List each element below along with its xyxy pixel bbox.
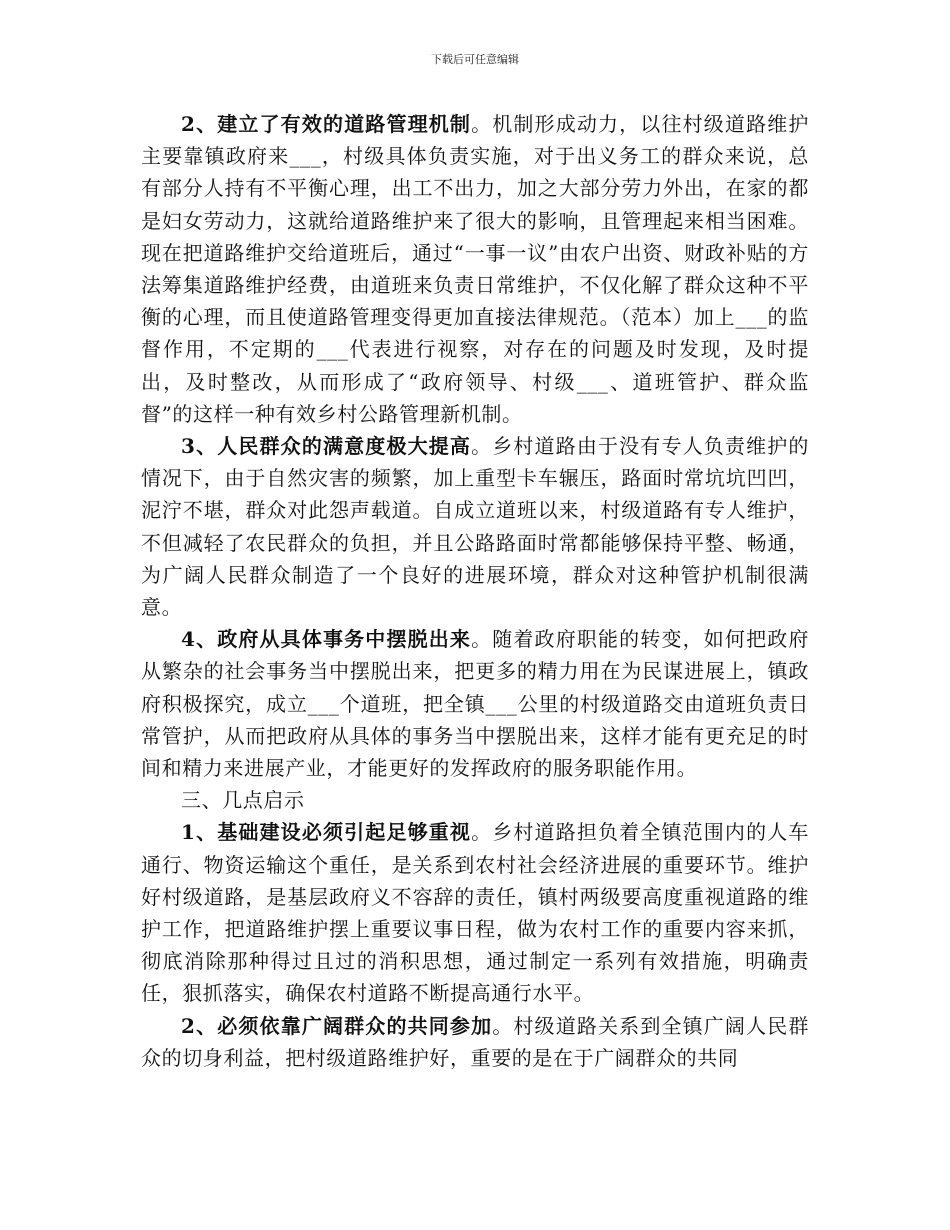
page-header: 下载后可任意编辑 [431, 53, 519, 66]
document-body [141, 108, 809, 1074]
paragraph-public-participation [141, 1010, 809, 1074]
paragraph-lead: 4、政府从具体事务中摆脱出来 [181, 627, 472, 652]
paragraph-lead: 2、必须依靠广阔群众的共同参加 [181, 1013, 493, 1038]
paragraph-text: 。乡村道路担负着全镇范围内的人车通行、物资运输这个重任，是关系到农村社会经济进展的重要环节。维护好村级道路，是基层政府义不容辞的责任，镇村两级要高度重视道路的维护工作，把道路维护摆上重要议事日程，做为农村工作的重要内容来抓，彻底消除那种得过且过的消积思想，通过制定一系列有效措施，明确责任，狠抓落实，确保农村道路不断提高通行水平。 [141, 820, 809, 1006]
paragraph-government-freed [141, 623, 809, 784]
paragraph-text: 。村级道路关系到全镇广阔人民群众的切身利益，把村级道路维护好，重要的是在于广阔群众的共同 [141, 1013, 809, 1070]
paragraph-lead: 1、基础建设必须引起足够重视 [181, 820, 472, 845]
paragraph-text: 。乡村道路由于没有专人负责维护的情况下，由于自然灾害的频繁，加上重型卡车辗压，路面时常坑坑凹凹，泥泞不堪，群众对此怨声载道。自成立道班以来，村级道路有专人维护，不但减轻了农民群众的负担，并且公路路面时常都能够保持平整、畅通，为广阔人民群众制造了一个良好的进展环境，群众对这种管护机制很满意。 [141, 434, 809, 620]
paragraph-text: 。机制形成动力，以往村级道路维护主要靠镇政府来___，村级具体负责实施，对于出义务工的群众来说，总有部分人持有不平衡心理，出工不出力，加之大部分劳力外出，在家的都是妇女劳动力，这就给道路维护来了很大的影响，且管理起来相当困难。现在把道路维护交给道班后，通过“一事一议”由农户出资、财政补贴的方法筹集道路维护经费，由道班来负责日常维护，不仅化解了群众这种不平衡的心理，而且使道路管理变得更加直接法律规范。（范本）加上___的监督作用，不定期的___代表进行视察，对存在的问题及时发现，及时提出，及时整改，从而形成了“政府领导、村级___、道班管护、群众监督”的这样一种有效乡村公路管理新机制。 [141, 112, 809, 426]
section-heading: 三、几点启示 [181, 788, 305, 813]
paragraph-lead: 3、人民群众的满意度极大提高 [181, 434, 472, 459]
paragraph-text: 。随着政府职能的转变，如何把政府从繁杂的社会事务当中摆脱出来，把更多的精力用在为民谋进展上，镇政府积极探究，成立___个道班，把全镇___公里的村级道路交由道班负责日常管护，从而把政府从具体的事务当中摆脱出来，这样才能有更充足的时间和精力来进展产业，才能更好的发挥政府的服务职能作用。 [141, 627, 809, 781]
paragraph-infrastructure-attention [141, 816, 809, 1009]
paragraph-road-management-mechanism [141, 108, 809, 430]
paragraph-lead: 2、建立了有效的道路管理机制 [181, 112, 472, 136]
paragraph-public-satisfaction [141, 430, 809, 623]
